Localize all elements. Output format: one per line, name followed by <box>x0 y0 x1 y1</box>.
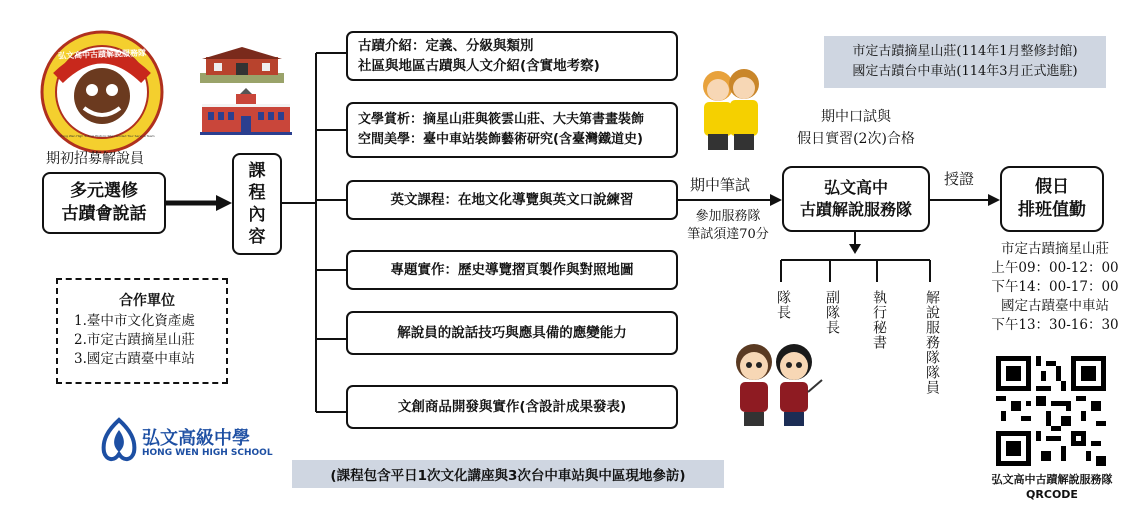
course-literature-aesthetics <box>346 102 678 158</box>
course-heritage-intro <box>346 31 678 81</box>
course-1-line2: 社區與地區古蹟與人文介紹(含實地考察) <box>358 58 600 74</box>
role-secretary: 執行秘書 <box>871 290 887 350</box>
partners-box <box>56 278 228 384</box>
guides-illustration <box>728 336 824 432</box>
course-content-box <box>232 153 282 255</box>
star-manor-illustration <box>196 45 288 85</box>
elective-course-line1: 多元選修 <box>70 181 138 201</box>
partner-item: 1.臺中市文化資產處 <box>74 313 195 329</box>
service-team-line1: 弘文高中 <box>823 178 888 197</box>
qr-caption-line1: 弘文高中古蹟解說服務隊 <box>991 473 1113 486</box>
course-english <box>346 180 678 220</box>
course-creative-products <box>346 385 678 429</box>
course-footer-note: (課程包含平日1次文化講座與3次台中車站與中區現地參訪) <box>292 460 724 488</box>
notice-line2: 國定古蹟台中車站(114年3月正式進駐) <box>852 64 1078 79</box>
students-illustration <box>694 62 766 154</box>
course-4-line1: 專題實作：歷史導覽摺頁製作與對照地圖 <box>390 262 634 278</box>
site-notice <box>824 36 1106 88</box>
taichung-station-illustration <box>200 88 292 136</box>
course-label-char3: 內 <box>248 205 266 225</box>
course-speaking-skills <box>346 311 678 355</box>
course-2-line1: 文學賞析：摘星山莊與筱雲山莊、大夫第書畫裝飾 <box>358 112 645 127</box>
school-logo <box>98 418 274 466</box>
schedule-line: 上午09：00-12：00 <box>991 260 1119 276</box>
midterm-oral-line1: 期中口試與 <box>821 109 891 125</box>
logo-badge-subtext: Hong Wen High School Historic Sites Guided Tour Service Team <box>60 134 155 138</box>
elective-course-box <box>42 172 166 234</box>
course-label-char2: 程 <box>248 183 266 203</box>
qr-caption-line2: QRCODE <box>1026 488 1078 501</box>
schedule-line: 國定古蹟臺中車站 <box>1001 298 1109 314</box>
team-logo <box>40 30 164 154</box>
midterm-oral-label <box>766 106 946 150</box>
holiday-duty-line1: 假日 <box>1035 177 1069 197</box>
midterm-oral-line2: 假日實習(2次)合格 <box>797 131 915 147</box>
course-label-char1: 課 <box>248 161 266 181</box>
written-condition-line2: 筆試須達70分 <box>687 227 769 242</box>
course-5-line1: 解說員的說話技巧與應具備的應變能力 <box>397 325 627 341</box>
service-team-box <box>782 166 930 232</box>
holiday-duty-line2: 排班值勤 <box>1018 200 1086 220</box>
course-1-line1: 古蹟介紹：定義、分級與類別 <box>358 38 534 54</box>
course-label-char4: 容 <box>248 227 266 247</box>
school-name-en: HONG WEN HIGH SCHOOL <box>142 448 273 458</box>
partner-item: 2.市定古蹟摘星山莊 <box>74 332 195 348</box>
holiday-duty-box <box>1000 166 1104 232</box>
partner-item: 3.國定古蹟臺中車站 <box>74 351 195 367</box>
elective-course-line2: 古蹟會說話 <box>61 204 147 224</box>
written-condition-label <box>680 208 776 244</box>
school-name-zh: 弘文高級中學 <box>142 428 250 449</box>
partners-title: 合作單位 <box>119 293 175 309</box>
recruit-label: 期初招募解說員 <box>46 151 144 167</box>
course-3-line1: 英文課程：在地文化導覽與英文口說練習 <box>390 192 634 208</box>
service-team-line2: 古蹟解說服務隊 <box>799 200 912 219</box>
school-emblem-icon <box>98 418 140 464</box>
schedule-line: 下午14：00-17：00 <box>991 279 1119 295</box>
course-project <box>346 250 678 290</box>
course-6-line1: 文創商品開發與實作(含設計成果發表) <box>397 399 627 415</box>
written-condition-line1: 參加服務隊 <box>695 209 761 224</box>
schedule-line: 市定古蹟摘星山莊 <box>1001 241 1109 257</box>
course-2-line2: 空間美學：臺中車站裝飾藝術研究(含臺灣鐵道史) <box>358 132 643 147</box>
certify-label: 授證 <box>944 170 975 188</box>
schedule-line: 下午13：30-16：30 <box>991 317 1119 333</box>
qr-code[interactable] <box>996 356 1106 466</box>
midterm-written-label: 期中筆試 <box>690 176 751 194</box>
role-vice-captain: 副隊長 <box>824 290 840 335</box>
qr-caption <box>974 472 1130 502</box>
role-captain: 隊長 <box>775 290 791 320</box>
logo-badge-text: 弘文高中古蹟解說服務隊 <box>57 48 147 61</box>
notice-line1: 市定古蹟摘星山莊(114年1月整修封館) <box>852 44 1078 59</box>
duty-schedule <box>980 240 1130 335</box>
role-member: 解說服務隊隊員 <box>924 290 940 395</box>
